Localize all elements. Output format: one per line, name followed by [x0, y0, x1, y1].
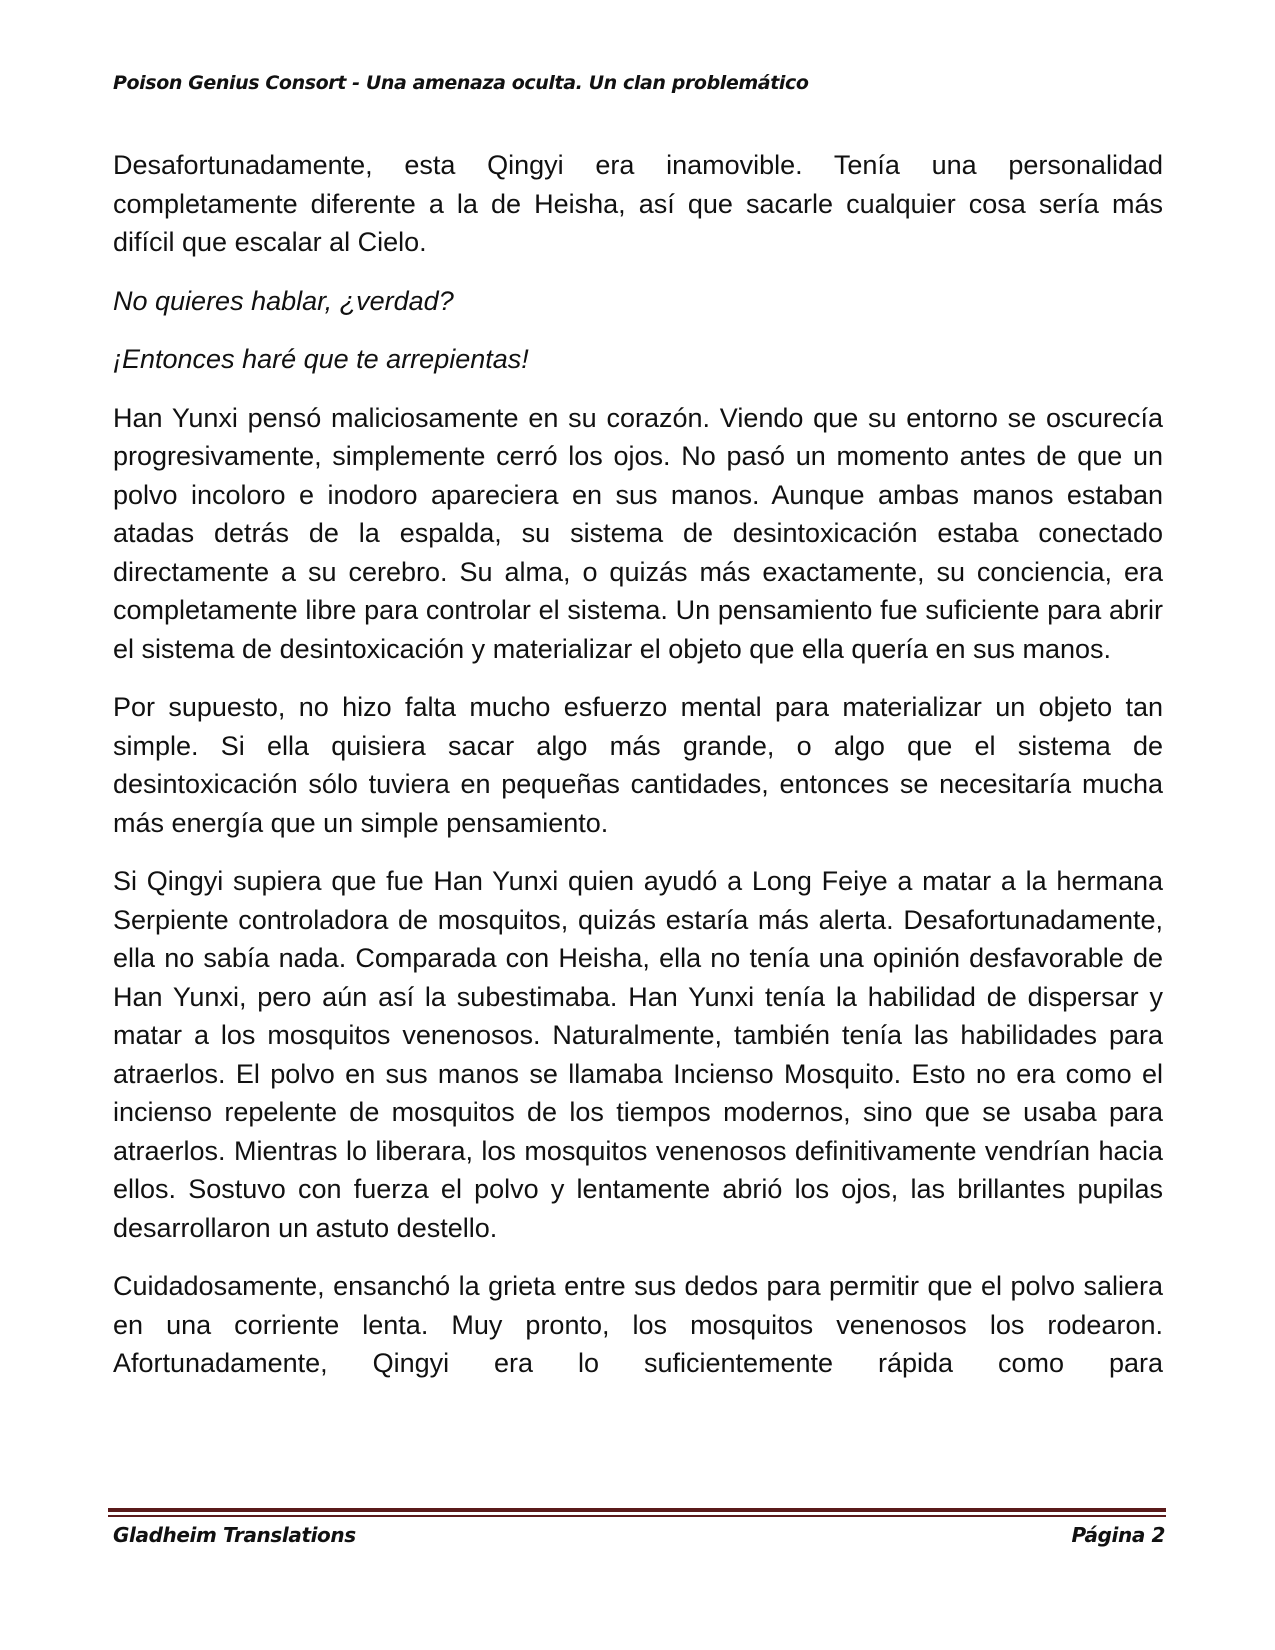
paragraph: Si Qingyi supiera que fue Han Yunxi quien ayudó a Long Feiye a matar a la hermana Serpiente controladora de mosquitos, quizás estaría más alerta. Desafortunadamente, ella no sabía nada. Comparada con Heisha, ella no tenía una opinión desfavorable de Han Yunxi, pero aún así la subestimaba. Han Yunxi tenía la habilidad de dispersar y matar a los mosquitos venenosos. Naturalmente, también tenía las habilidades para atraerlos. El polvo en sus manos se llamaba Incienso Mosquito. Esto no era como el incienso repelente de mosquitos de los tiempos modernos, sino que se usaba para atraerlos. Mientras lo liberara, los mosquitos venenosos definitivamente vendrían hacia ellos. Sostuvo con fuerza el polvo y lentamente abrió los ojos, las brillantes pupilas desarrollaron un astuto destello.	[113, 866, 1163, 1243]
paragraph: Desafortunadamente, esta Qingyi era inamovible. Tenía una personalidad completamente diferente a la de Heisha, así que sacarle cualquier cosa sería más difícil que escalar al Cielo.	[113, 150, 1163, 257]
page-number: Página 2	[1071, 1523, 1165, 1547]
paragraph: Han Yunxi pensó maliciosamente en su corazón. Viendo que su entorno se oscurecía progresivamente, simplemente cerró los ojos. No pasó un momento antes de que un polvo incoloro e inodoro apareciera en sus manos. Aunque ambas manos estaban atadas detrás de la espalda, su sistema de desintoxicación estaba conectado directamente a su cerebro. Su alma, o quizás más exactamente, su conciencia, era completamente libre para controlar el sistema. Un pensamiento fue suficiente para abrir el sistema de desintoxicación y materializar el objeto que ella quería en sus manos.	[113, 402, 1163, 664]
running-header: Poison Genius Consort - Una amenaza oculta. Un clan problemático	[113, 72, 809, 94]
footer-divider-thin	[108, 1515, 1166, 1517]
italic-paragraph: ¡Entonces haré que te arrepientas!	[113, 344, 529, 374]
footer-divider-thick	[108, 1508, 1166, 1512]
paragraph: Cuidadosamente, ensanchó la grieta entre sus dedos para permitir que el polvo saliera en una corriente lenta. Muy pronto, los mosquitos venenosos los rodearon. Afortunadamente, Qingyi era lo suficientemente rápida como para	[113, 1271, 1163, 1378]
paragraph: Por supuesto, no hizo falta mucho esfuerzo mental para materializar un objeto tan simple. Si ella quisiera sacar algo más grande, o algo que el sistema de desintoxicación sólo tuviera en pequeñas cantidades, entonces se necesitaría mucha más energía que un simple pensamiento.	[113, 692, 1163, 838]
footer-publisher: Gladheim Translations	[113, 1523, 356, 1547]
italic-paragraph: No quieres hablar, ¿verdad?	[113, 285, 454, 316]
page-body	[113, 146, 1163, 1403]
